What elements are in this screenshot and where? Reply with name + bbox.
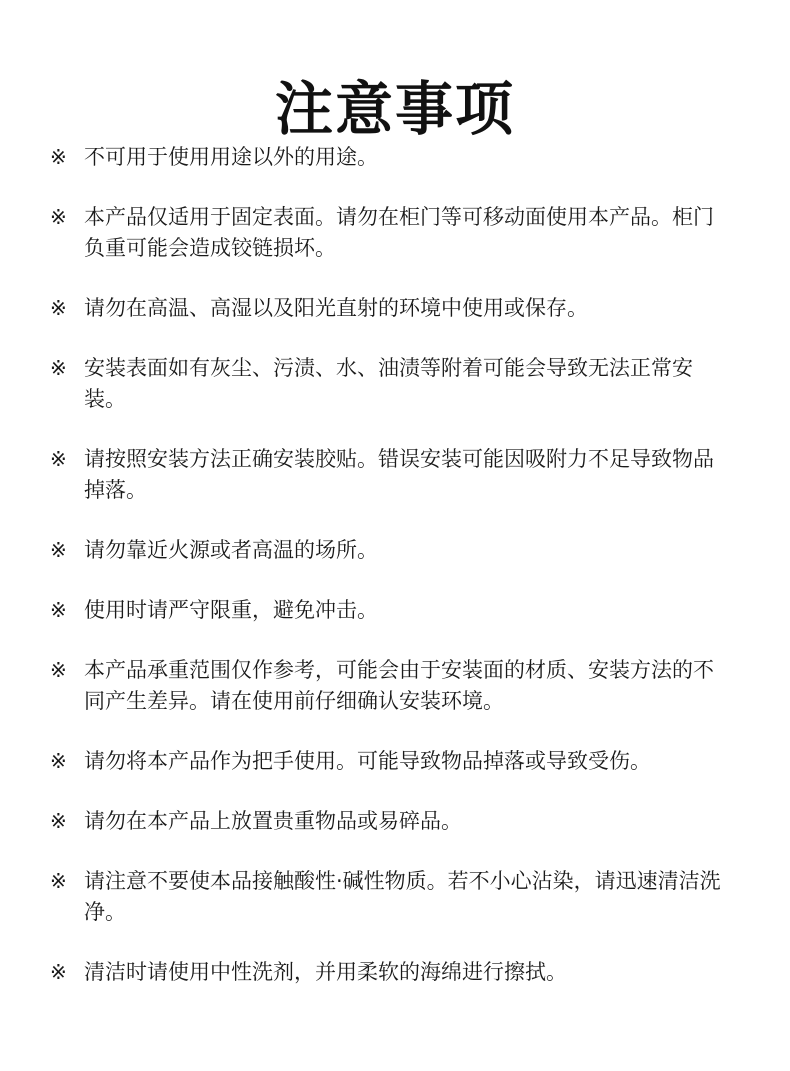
list-item — [50, 142, 730, 173]
reference-mark-icon: ※ — [50, 356, 67, 380]
reference-mark-icon: ※ — [50, 749, 67, 773]
reference-mark-icon: ※ — [50, 205, 67, 229]
list-item — [50, 746, 730, 777]
reference-mark-icon: ※ — [50, 145, 67, 169]
list-item — [50, 353, 730, 415]
notice-text: 请勿在本产品上放置贵重物品或易碎品。 — [84, 809, 462, 833]
reference-mark-icon: ※ — [50, 658, 67, 682]
reference-mark-icon: ※ — [50, 960, 67, 984]
list-item — [50, 535, 730, 566]
reference-mark-icon: ※ — [50, 538, 67, 562]
list-item — [50, 444, 730, 506]
list-item — [50, 202, 730, 264]
notice-text: 请勿靠近火源或者高温的场所。 — [84, 538, 378, 562]
reference-mark-icon: ※ — [50, 869, 67, 893]
notice-text: 请勿在高温、高湿以及阳光直射的环境中使用或保存。 — [84, 296, 588, 320]
notice-text: 安装表面如有灰尘、污渍、水、油渍等附着可能会导致无法正常安装。 — [84, 356, 693, 411]
list-item — [50, 957, 730, 988]
notice-text: 不可用于使用用途以外的用途。 — [84, 145, 378, 169]
notice-text: 使用时请严守限重，避免冲击。 — [84, 598, 378, 622]
reference-mark-icon: ※ — [50, 598, 67, 622]
notice-text: 本产品承重范围仅作参考，可能会由于安装面的材质、安装方法的不同产生差异。请在使用前仔细确认安装环境。 — [84, 658, 714, 713]
notice-text: 请注意不要使本品接触酸性·碱性物质。若不小心沾染，请迅速清洁洗净。 — [84, 869, 721, 924]
list-item — [50, 866, 730, 928]
page-title: 注意事项 — [274, 74, 515, 143]
list-item — [50, 595, 730, 626]
reference-mark-icon: ※ — [50, 447, 67, 471]
reference-mark-icon: ※ — [50, 809, 67, 833]
list-item — [50, 655, 730, 717]
list-item — [50, 806, 730, 837]
notice-text: 请按照安装方法正确安装胶贴。错误安装可能因吸附力不足导致物品掉落。 — [84, 447, 714, 502]
notice-text: 请勿将本产品作为把手使用。可能导致物品掉落或导致受伤。 — [84, 749, 651, 773]
notice-text: 清洁时请使用中性洗剂，并用柔软的海绵进行擦拭。 — [84, 960, 567, 984]
notice-text: 本产品仅适用于固定表面。请勿在柜门等可移动面使用本产品。柜门负重可能会造成铰链损坏。 — [84, 205, 714, 260]
notice-list — [50, 142, 730, 1017]
reference-mark-icon: ※ — [50, 296, 67, 320]
list-item — [50, 293, 730, 324]
